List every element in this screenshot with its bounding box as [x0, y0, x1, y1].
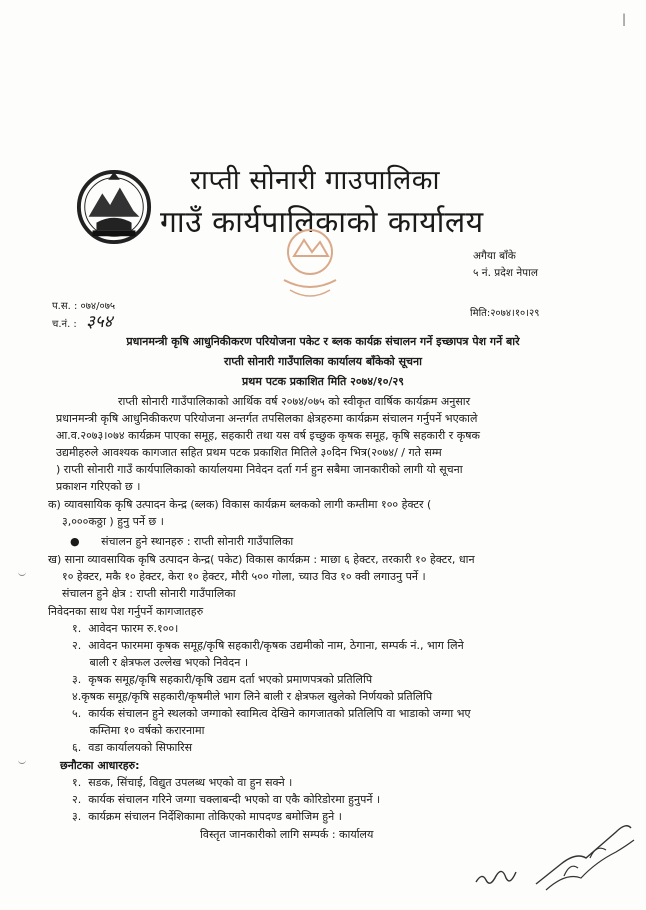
docs-heading: निवेदनका साथ पेश गर्नुपर्ने कागजातहरु: [48, 605, 204, 618]
nepal-emblem-icon: [75, 168, 153, 246]
section-ka: [48, 496, 618, 530]
address-line-1: अगैया बाँके: [473, 250, 516, 262]
docs-item: बाली र क्षेत्रफल उल्लेख भएको निवेदन ।: [72, 656, 249, 669]
section-kha-line: १० हेक्टर, मकै १० हेक्टर, केरा १० हेक्टर, मौरी ५०० गोला, च्याउ विउ १० क्वी लगाउनु पर्ने ।: [48, 570, 426, 583]
intro-line: राप्ती सोनारी गाउँपालिकाको आर्थिक वर्ष २०७४/०७५ को स्वीकृत वार्षिक कार्यक्रम अनुसार: [118, 395, 471, 408]
address-line-2: ५ नं. प्रदेश नेपाल: [473, 267, 538, 279]
criteria-item: २. कार्यक संचालन गरिने जग्गा चक्लाबन्दी भएको वा एकै कोरिडोरमा हुनुपर्ने ।: [72, 793, 381, 806]
docs-item: २. आवेदन फारममा कृषक समूह/कृषि सहकारी/कृषक उद्यमीको नाम, ठेगाना, सम्पर्क नं., भाग लिने: [72, 639, 464, 652]
bullet-icon: ●: [70, 535, 80, 548]
notice-date: मिति:२०७४।१०।२९: [470, 308, 540, 319]
section-ka-location-text: संचालन हुने स्थानहरु : राप्ती सोनारी गाउँपालिका: [101, 535, 294, 548]
publish-date-line: प्रथम पटक प्रकाशित मिति २०७४/१०/२९: [242, 375, 404, 388]
section-kha-line: ख) साना व्यावसायिक कृषि उत्पादन केन्द्र( पकेट) विकास कार्यक्रम : माछा ६ हेक्टर, तरकारी १० हेक्टर, धान: [48, 553, 475, 566]
docs-item: ३. कृषक समूह/कृषि सहकारी/कृषि उद्यम दर्ता भएको प्रमाणपत्रको प्रतिलिपि: [72, 673, 373, 686]
criteria-item: ३. कार्यक्रम संचालन निर्देशिकामा तोकिएको मापदण्ड बमोजिम हुने ।: [72, 810, 342, 823]
intro-line: उद्यमीहरुले आवश्यक कागजात सहित प्रथम पटक प्रकाशित मितिले ३०दिन भित्र(२०७४/ / गते सम्म: [56, 446, 442, 459]
criteria-item: १. सडक, सिंचाई, विद्युत उपलब्ध भएको वा हुन सक्ने ।: [72, 776, 293, 789]
intro-line: ) राप्ती सोनारी गाउँ कार्यपालिकाको कार्यालयमा निवेदन दर्ता गर्न हुन सबैमा जानकारीको लागी यो सूचना: [56, 463, 463, 476]
contact-line: विस्तृत जानकारीको लागि सम्पर्क : कार्यालय: [200, 828, 374, 841]
scan-mark-top: |: [622, 12, 627, 26]
chn-value-handwritten: ३५४: [86, 312, 113, 332]
docs-item: कम्तिमा १० वर्षको करारनामा: [72, 724, 205, 737]
scan-mark-left: [18, 572, 26, 576]
chn-label: च.नं. :: [52, 319, 77, 330]
intro-line: प्रधानमन्त्री कृषि आधुनिकीकरण परियोजना अन्तर्गत तपसिलका क्षेत्रहरुमा कार्यक्रम संचालन गर्नुपर्ने भएकाले: [56, 412, 478, 425]
intro-paragraph: [56, 393, 616, 495]
org-name: राप्ती सोनारी गाउपालिका: [190, 165, 441, 196]
notice-subject: प्रधानमन्त्री कृषि आधुनिकीकरण परियोजना पकेट र ब्लक कार्यक्र संचालन गर्ने इच्छापत्र पेश गर्ने बारे: [126, 335, 520, 348]
docs-item: ५. कार्यक संचालन हुने स्थलको जग्गाको स्वामित्व देखिने कागजातको प्रतिलिपि वा भाडाको जग्गा भए: [72, 707, 471, 720]
criteria-heading: छनौटका आधारहरु:: [60, 759, 140, 772]
section-kha: [48, 551, 618, 602]
section-ka-line: क) व्यावसायिक कृषि उत्पादन केन्द्र (ब्लक) विकास कार्यक्रम ब्लकको लागी कम्तीमा १०० हेक्टर (: [48, 498, 432, 511]
signature-icon: [466, 792, 636, 902]
notice-heading: राप्ती सोनारी गाउँपालिका कार्यालय बाँकेको सूचना: [224, 355, 422, 368]
office-stamp-icon: [270, 222, 350, 306]
scan-mark-left-2: [18, 760, 26, 764]
section-ka-location: [70, 533, 293, 550]
docs-item: ४.कृषक समूह/कृषि सहकारी/कृषमीले भाग लिने बाली र क्षेत्रफल खुलेको निर्णयको प्रतिलिपि: [72, 690, 433, 703]
section-kha-line: संचालन हुने क्षेत्र : राप्ती सोनारी गाउँपालिका: [48, 587, 236, 600]
docs-item: १. आवेदन फारम रु.१००।: [72, 622, 179, 635]
intro-line: आ.व.२०७३।०७४ कार्यक्रम पाएका समूह, सहकारी तथा यस वर्ष इच्छुक कृषक समूह, कृषि सहकारी र कृषक: [56, 429, 480, 442]
office-name: गाउँ कार्यपालिकाको कार्यालय: [160, 205, 484, 240]
docs-item: ६. वडा कार्यालयको सिफारिस: [72, 741, 193, 754]
docs-list: [72, 620, 618, 756]
intro-line: प्रकाशन गरिएको छ ।: [56, 480, 141, 493]
ps-number: प.स. : ०७४/०७५: [52, 301, 116, 312]
section-ka-line: ३,०००कठ्ठा ) हुनु पर्ने छ ।: [48, 515, 164, 528]
